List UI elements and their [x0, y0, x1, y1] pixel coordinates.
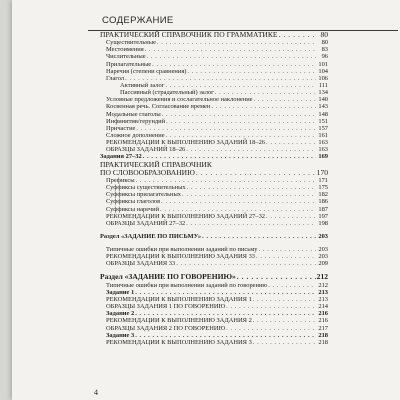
dot-leader	[196, 169, 316, 177]
toc-entry	[100, 296, 328, 303]
toc-entry	[100, 198, 328, 205]
toc-entry	[100, 125, 328, 132]
toc-entry-page-number: 216	[318, 310, 328, 318]
toc-entry	[100, 274, 328, 282]
table-of-contents	[100, 31, 328, 346]
dot-leader	[253, 317, 316, 324]
toc-entry	[100, 206, 328, 213]
dot-leader	[136, 125, 316, 132]
toc-entry-title: Инфинитив/герундий	[106, 117, 166, 125]
toc-entry-page-number: 157	[318, 124, 328, 132]
toc-entry-title: Суффиксы наречий	[106, 205, 160, 213]
toc-entry-page-number: 143	[318, 103, 328, 111]
toc-entry-title: ПРАКТИЧЕСКИЙ СПРАВОЧНИК	[100, 159, 212, 169]
toc-entry	[100, 61, 328, 68]
dot-leader	[187, 68, 316, 75]
toc-entry-page-number: 186	[318, 198, 328, 206]
toc-entry	[100, 339, 328, 346]
dot-leader	[176, 260, 316, 267]
toc-entry-title: Пассивный (страдательный) залог	[120, 89, 214, 97]
dot-leader	[253, 296, 316, 303]
toc-entry	[100, 213, 328, 220]
toc-entry-title: Числительные	[106, 53, 146, 61]
toc-entry-title: Сложное дополнение	[106, 132, 165, 139]
dot-leader	[256, 253, 316, 260]
toc-entry	[100, 233, 328, 240]
toc-entry	[100, 68, 328, 75]
dot-leader	[157, 39, 316, 46]
toc-entry-title: Наречия (степени сравнения)	[106, 67, 187, 75]
toc-entry	[100, 31, 328, 39]
toc-entry-page-number: 171	[318, 176, 328, 184]
dot-leader	[160, 206, 316, 213]
toc-entry-page-number: 217	[318, 324, 328, 332]
toc-entry-page-number: 213	[318, 288, 328, 296]
toc-entry	[100, 46, 328, 53]
dot-leader	[135, 332, 316, 339]
dot-leader	[166, 118, 316, 125]
dot-leader	[187, 184, 316, 191]
dot-leader	[266, 139, 316, 146]
toc-entry	[100, 82, 328, 89]
toc-entry-page-number: 170	[316, 167, 328, 177]
dot-leader	[279, 31, 316, 39]
toc-entry-title: Задание 3	[106, 331, 135, 339]
toc-entry-page-number: 151	[318, 117, 328, 125]
dot-leader	[226, 325, 316, 332]
toc-entry	[100, 89, 328, 96]
toc-entry-title: Существительные	[106, 39, 156, 47]
page-title: СОДЕРЖАНИЕ	[102, 15, 174, 26]
dot-leader	[162, 111, 316, 118]
toc-entry-title: Суффиксы глаголов	[106, 198, 161, 206]
dot-leader	[135, 289, 316, 296]
toc-entry-page-number: 212	[318, 281, 328, 289]
dot-leader	[186, 146, 316, 153]
toc-entry-page-number: 209	[318, 260, 328, 268]
toc-entry-title: Причастие	[106, 124, 136, 132]
toc-entry-title: РЕКОМЕНДАЦИИ К ВЫПОЛНЕНИЮ ЗАДАНИЯ 33	[106, 253, 256, 261]
dot-leader	[254, 96, 317, 103]
toc-entry-page-number: 213	[318, 295, 328, 303]
toc-entry-title: Раздел «ЗАДАНИЕ ПО ГОВОРЕНИЮ»	[100, 272, 236, 282]
dot-leader	[266, 213, 316, 220]
toc-entry-page-number: 96	[321, 53, 328, 61]
toc-entry-page-number: 134	[318, 89, 328, 97]
toc-entry	[100, 332, 328, 339]
toc-entry	[100, 289, 328, 296]
toc-entry	[100, 39, 328, 46]
dot-leader	[259, 246, 316, 253]
toc-entry	[100, 191, 328, 198]
toc-entry	[100, 118, 328, 125]
toc-entry-title: ОБРАЗЦЫ ЗАДАНИЙ 27–32	[106, 219, 186, 227]
toc-entry-title: Задания 27–32	[100, 153, 142, 161]
toc-entry-page-number: 80	[320, 29, 328, 39]
toc-entry-title: РЕКОМЕНДАЦИИ К ВЫПОЛНЕНИЮ ЗАДАНИЯ 3	[106, 338, 252, 346]
dot-leader	[152, 61, 316, 68]
toc-entry	[100, 96, 328, 103]
toc-entry-page-number: 214	[318, 303, 328, 311]
toc-entry	[100, 184, 328, 191]
dot-leader	[186, 220, 316, 227]
toc-entry	[100, 103, 328, 110]
toc-entry	[100, 53, 328, 60]
toc-entry-page-number: 203	[318, 253, 328, 261]
toc-entry-page-number: 198	[318, 219, 328, 227]
toc-entry-title: Префиксы	[106, 176, 135, 184]
toc-entry-page-number: 203	[318, 232, 328, 240]
dot-leader	[136, 177, 316, 184]
toc-entry-title: Косвенная речь. Согласование времен	[106, 103, 211, 111]
toc-entry-page-number: 163	[318, 139, 328, 147]
toc-entry-title: РЕКОМЕНДАЦИИ К ВЫПОЛНЕНИЮ ЗАДАНИЯ 1	[106, 295, 252, 303]
toc-entry-title: ОБРАЗЦЫ ЗАДАНИЯ 1 ПО ГОВОРЕНИЮ	[106, 303, 226, 311]
toc-entry	[100, 317, 328, 324]
toc-entry-page-number: 169	[318, 153, 328, 161]
toc-entry-title: ОБРАЗЦЫ ЗАДАНИЯ 2 ПО ГОВОРЕНИЮ	[106, 324, 226, 332]
toc-entry-title: Условные предложения и сослагательное наклонение	[106, 96, 253, 104]
dot-leader	[215, 89, 316, 96]
dot-leader	[145, 46, 316, 53]
toc-entry-page-number: 218	[318, 331, 328, 339]
dot-leader	[165, 82, 316, 89]
dot-leader	[237, 273, 316, 281]
dot-leader	[135, 310, 316, 317]
toc-entry-page-number: 83	[321, 46, 328, 54]
toc-entry-title: ОБРАЗЦЫ ЗАДАНИЯ 33	[106, 260, 176, 268]
toc-entry-page-number: 163	[318, 146, 328, 154]
dot-leader	[226, 303, 316, 310]
toc-entry-page-number: 140	[318, 96, 328, 104]
toc-entry-title: Раздел «ЗАДАНИЕ ПО ПИСЬМУ»	[100, 232, 202, 240]
toc-entry-title: РЕКОМЕНДАЦИИ К ВЫПОЛНЕНИЮ ЗАДАНИЙ 18–26	[106, 139, 266, 147]
toc-entry-title: Типичные ошибки при выполнении заданий по говорению	[106, 281, 268, 289]
toc-entry	[100, 282, 328, 289]
toc-entry	[100, 75, 328, 82]
toc-entry-page-number: 148	[318, 110, 328, 118]
toc-entry-page-number: 101	[318, 60, 328, 68]
toc-entry-page-number: 203	[318, 246, 328, 254]
toc-entry	[100, 169, 328, 177]
toc-entry-title: Местоимения	[106, 46, 144, 54]
page-header	[88, 11, 398, 31]
dot-leader	[182, 191, 316, 198]
toc-entry-page-number: 80	[321, 39, 328, 47]
toc-entry-title: Прилагательные	[106, 60, 152, 68]
toc-entry-title: Задание 2	[106, 310, 135, 318]
toc-entry	[100, 220, 328, 227]
toc-entry	[100, 246, 328, 253]
toc-entry-page-number: 182	[318, 191, 328, 199]
toc-entry-page-number: 161	[318, 132, 328, 139]
toc-entry-page-number: 216	[318, 317, 328, 325]
toc-entry-title: Модальные глаголы	[106, 110, 161, 118]
dot-leader	[268, 282, 316, 289]
toc-entry-title: ОБРАЗЦЫ ЗАДАНИЙ 18–26	[106, 146, 186, 154]
dot-leader	[125, 75, 316, 82]
toc-entry	[100, 111, 328, 118]
toc-entry-title: РЕКОМЕНДАЦИИ К ВЫПОЛНЕНИЮ ЗАДАНИЯ 2	[106, 317, 252, 325]
toc-entry	[100, 253, 328, 260]
toc-entry-title: Глагол	[106, 74, 125, 82]
toc-entry-title: Задание 1	[106, 288, 135, 296]
page-number: 4	[94, 388, 98, 397]
toc-entry-page-number: 218	[318, 338, 328, 346]
book-page	[12, 0, 400, 400]
toc-entry-title: Типичные ошибки при выполнении заданий по письму	[106, 246, 258, 254]
toc-entry	[100, 177, 328, 184]
toc-entry	[100, 146, 328, 153]
toc-entry	[100, 303, 328, 310]
toc-entry	[100, 325, 328, 332]
toc-entry-title: Суффиксы существительных	[106, 184, 186, 192]
dot-leader	[202, 233, 316, 240]
toc-entry-page-number: 104	[318, 67, 328, 75]
toc-entry-page-number: 197	[318, 212, 328, 220]
toc-entry-page-number: 187	[318, 205, 328, 213]
toc-entry-title: Активный залог	[120, 82, 165, 90]
toc-entry	[100, 310, 328, 317]
toc-entry-page-number: 111	[318, 82, 328, 90]
dot-leader	[211, 103, 316, 110]
toc-entry-page-number: 212	[316, 272, 328, 282]
dot-leader	[147, 53, 316, 60]
toc-entry	[100, 260, 328, 267]
toc-entry-title: ПО СЛОВООБРАЗОВАНИЮ	[100, 167, 195, 177]
dot-leader	[161, 198, 316, 205]
toc-entry-page-number: 106	[318, 74, 328, 82]
toc-entry-title: РЕКОМЕНДАЦИИ К ВЫПОЛНЕНИЮ ЗАДАНИЙ 27–32	[106, 212, 266, 220]
toc-entry-page-number: 175	[318, 184, 328, 192]
toc-entry-title: ПРАКТИЧЕСКИЙ СПРАВОЧНИК ПО ГРАММАТИКЕ	[100, 29, 278, 39]
toc-entry-title: Суффиксы прилагательных	[106, 191, 182, 199]
dot-leader	[253, 339, 316, 346]
